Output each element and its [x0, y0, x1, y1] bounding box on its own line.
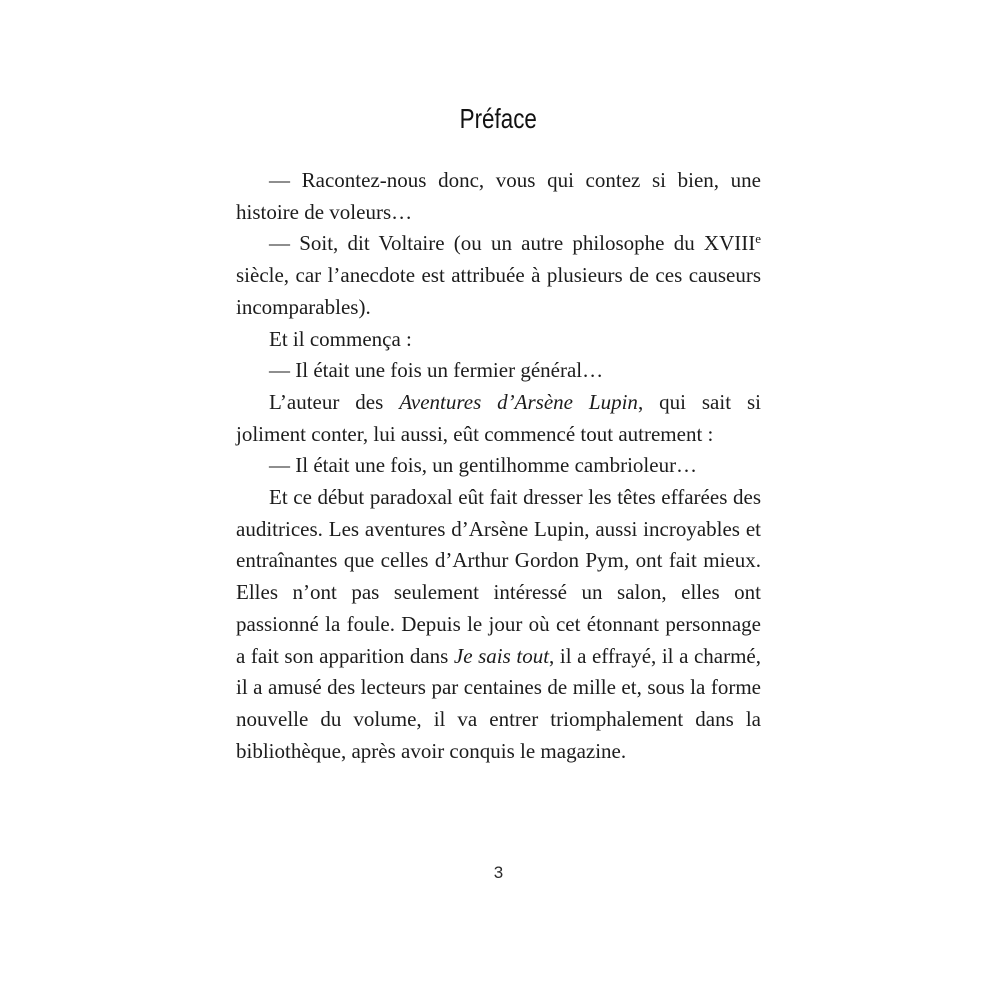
paragraph: [236, 450, 761, 482]
superscript-text-run: e: [755, 231, 761, 247]
page-title: [236, 103, 761, 135]
text-run: , il a effrayé, il a charmé, il a amusé des lecteurs par centaines de mille et, sous la forme nouvelle du volume, il va entrer triomphalement dans la bibliothèque, après avoir conquis le magazine.: [236, 643, 761, 763]
text-run: siècle, car l’anecdote est attribuée à plusieurs de ces causeurs incomparables).: [236, 263, 761, 319]
text-run: — Il était une fois, un gentilhomme cambrioleur…: [269, 453, 698, 478]
page-number: 3: [493, 863, 504, 882]
italic-text-run: Aventures d’Arsène Lupin: [399, 389, 638, 414]
page-body: [236, 165, 761, 767]
paragraph: [236, 165, 761, 228]
text-run: L’auteur des: [269, 389, 400, 414]
text-run: — Soit, dit Voltaire (ou un autre philosophe du XVIII: [269, 231, 756, 256]
text-run: , qui sait si joliment conter, lui aussi, eût commencé tout autrement :: [236, 389, 761, 446]
text-run: Et il commença :: [269, 326, 412, 351]
italic-text-run: Je sais tout: [453, 643, 550, 668]
page-title-text: Préface: [459, 103, 538, 134]
paragraph: [236, 228, 761, 323]
text-run: Et ce début paradoxal eût fait dresser les têtes effarées des auditrices. Les aventures d’Arsène Lupin, aussi incroyables et entraînantes que celles d’Arthur Gordon Pym, ont fait mieux. Elles n’ont pas seulement intéressé un salon, elles ont passionné la foule. Depuis le jour où cet étonnant personnage a fait son apparition dans: [236, 485, 761, 668]
paragraph: [236, 387, 761, 450]
text-run: — Il était une fois un fermier général…: [269, 358, 604, 383]
text-run: — Racontez-nous donc, vous qui contez si bien, une histoire de voleurs…: [236, 168, 761, 224]
paragraph: [236, 324, 761, 356]
paragraph: [236, 482, 761, 767]
paragraph: [236, 355, 761, 387]
